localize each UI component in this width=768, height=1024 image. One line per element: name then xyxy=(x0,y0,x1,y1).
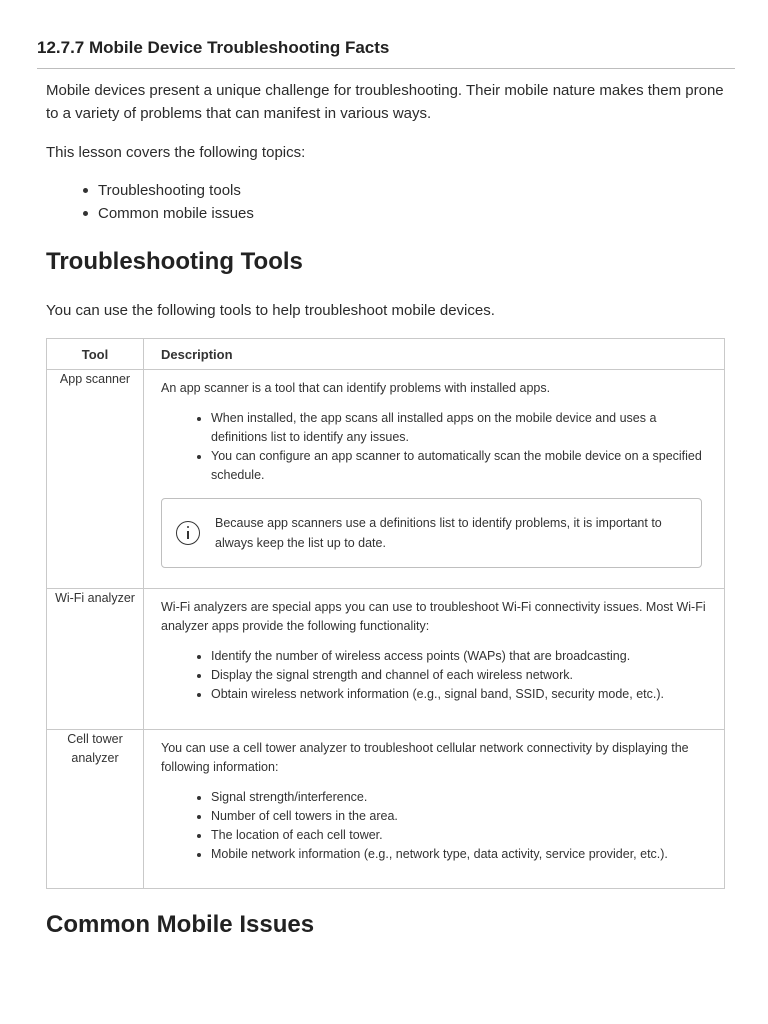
description-cell xyxy=(144,370,725,589)
description-bullets xyxy=(194,788,708,864)
intro-paragraph: Mobile devices present a unique challenge for troubleshooting. Their mobile nature makes them prone to a variety of problems that can manifest in various ways. xyxy=(46,82,724,122)
section-heading-tools: Troubleshooting Tools xyxy=(46,248,303,275)
column-header-description: Description xyxy=(144,339,725,370)
topic-item: Troubleshooting tools xyxy=(78,179,254,202)
topic-item: Common mobile issues xyxy=(78,202,254,225)
description-text: Wi-Fi analyzers are special apps you can use to troubleshoot Wi-Fi connectivity issues. Most Wi-Fi analyzer apps provide the following functionality: xyxy=(161,600,706,633)
bullet-item: You can configure an app scanner to automatically scan the mobile device on a specified schedule. xyxy=(194,447,708,485)
bullet-item: Number of cell towers in the area. xyxy=(194,807,708,826)
info-icon xyxy=(176,521,200,545)
table-row xyxy=(47,589,725,730)
description-cell xyxy=(144,730,725,889)
info-callout xyxy=(161,498,702,568)
lesson-title: 12.7.7 Mobile Device Troubleshooting Facts xyxy=(37,38,390,57)
description-text: An app scanner is a tool that can identify problems with installed apps. xyxy=(161,381,551,395)
tool-name-cell: Wi-Fi analyzer xyxy=(47,589,144,730)
bullet-item: The location of each cell tower. xyxy=(194,826,708,845)
table-header-row xyxy=(47,339,725,370)
bullet-item: Display the signal strength and channel of each wireless network. xyxy=(194,666,708,685)
tool-name-cell: App scanner xyxy=(47,370,144,589)
description-bullets xyxy=(194,409,708,485)
tool-name-cell: Cell tower analyzer xyxy=(47,730,144,889)
topics-lead: This lesson covers the following topics: xyxy=(46,144,306,161)
bullet-item: Signal strength/interference. xyxy=(194,788,708,807)
bullet-item: Mobile network information (e.g., network type, data activity, service provider, etc.). xyxy=(194,845,708,864)
description-text: You can use a cell tower analyzer to troubleshoot cellular network connectivity by displaying the following information: xyxy=(161,741,689,774)
description-bullets xyxy=(194,647,708,704)
bullet-item: When installed, the app scans all installed apps on the mobile device and uses a definitions list to identify any issues. xyxy=(194,409,708,447)
table-row xyxy=(47,730,725,889)
tools-table xyxy=(46,338,725,889)
title-divider xyxy=(37,68,735,69)
description-cell xyxy=(144,589,725,730)
bullet-item: Identify the number of wireless access points (WAPs) that are broadcasting. xyxy=(194,647,708,666)
bullet-item: Obtain wireless network information (e.g., signal band, SSID, security mode, etc.). xyxy=(194,685,708,704)
table-row xyxy=(47,370,725,589)
tools-lead: You can use the following tools to help troubleshoot mobile devices. xyxy=(46,302,495,319)
topics-list xyxy=(78,179,254,225)
callout-text: Because app scanners use a definitions list to identify problems, it is important to always keep the list up to date. xyxy=(215,516,662,550)
column-header-tool: Tool xyxy=(47,339,144,370)
section-heading-issues: Common Mobile Issues xyxy=(46,911,315,938)
